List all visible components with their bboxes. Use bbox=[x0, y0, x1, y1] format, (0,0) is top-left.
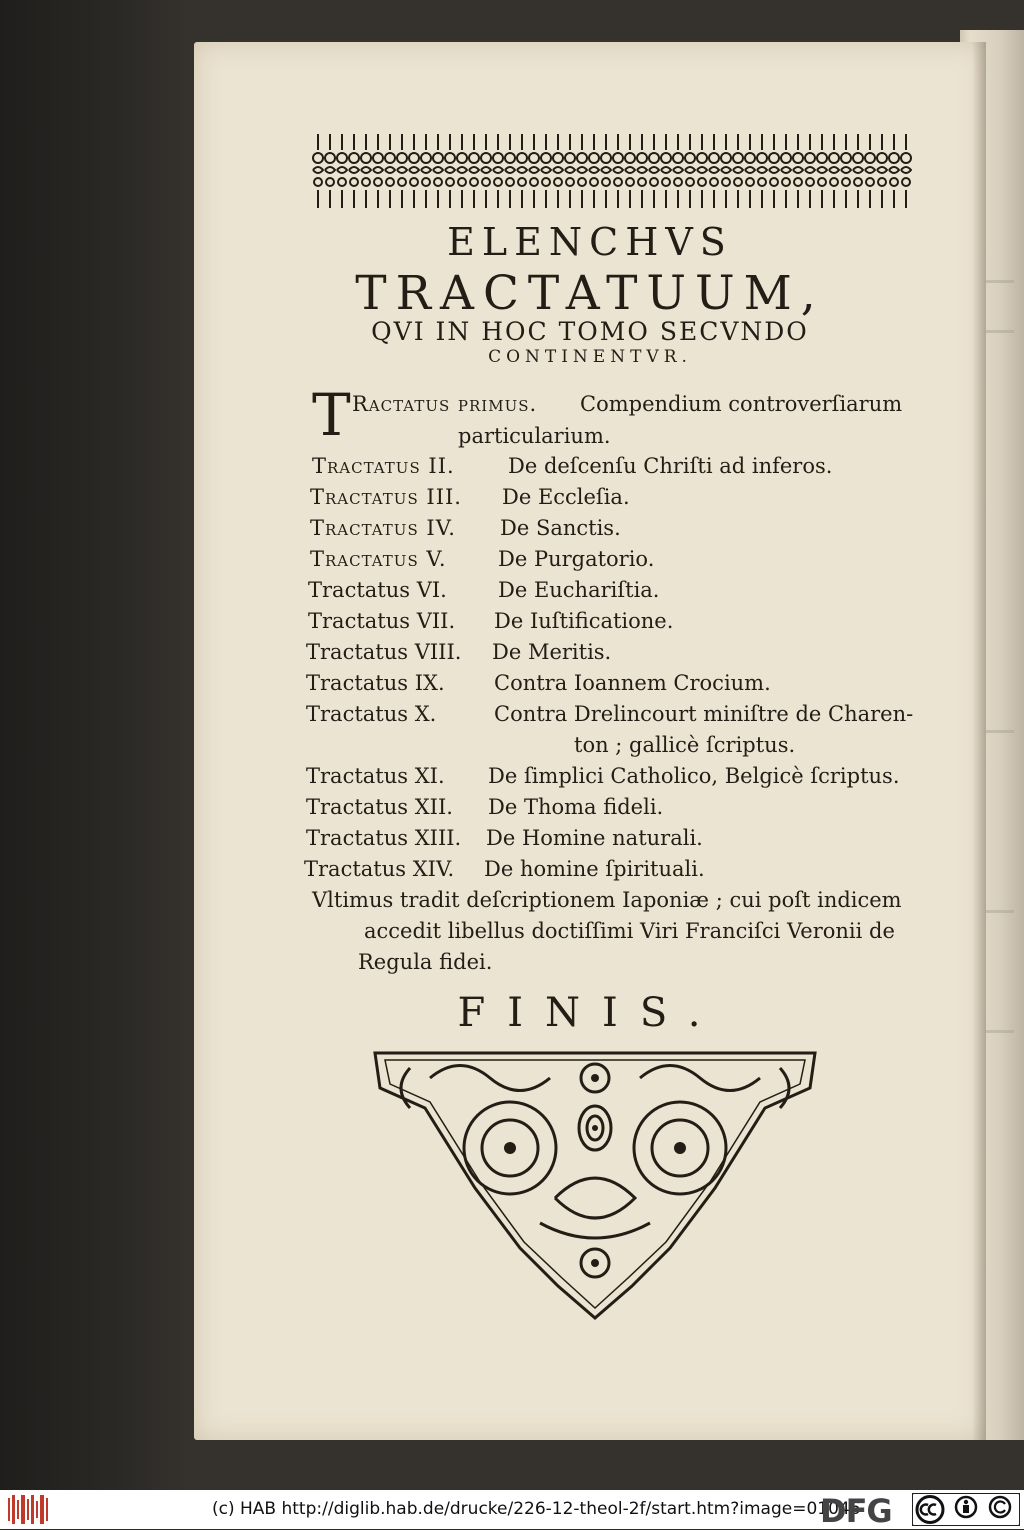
toc-subject: Contra Drelincourt miniſtre de Charen- bbox=[494, 702, 914, 726]
ornament-unit bbox=[673, 134, 683, 208]
toc-subject: De Meritis. bbox=[492, 640, 612, 664]
toc-label: Tractatus VII. bbox=[308, 609, 456, 633]
finis: FINIS. bbox=[457, 990, 723, 1036]
toc-subject: Compendium controverſiarum bbox=[580, 392, 903, 416]
ornament-unit bbox=[481, 134, 491, 208]
dfg-logo: DFG bbox=[820, 1492, 892, 1530]
toc-label: Tractatus XII. bbox=[306, 795, 453, 819]
toc-subject: Contra Ioannem Crocium. bbox=[494, 671, 771, 695]
ornament-unit bbox=[397, 134, 407, 208]
toc-label: Tractatus VI. bbox=[308, 578, 447, 602]
ornament-unit bbox=[493, 134, 503, 208]
toc-subject: De Thoma fideli. bbox=[488, 795, 664, 819]
toc-subject: De Homine naturali. bbox=[486, 826, 703, 850]
drop-capital: T bbox=[312, 381, 351, 449]
toc-label: Tractatus X. bbox=[306, 702, 437, 726]
ornament-unit bbox=[529, 134, 539, 208]
closing-line: accedit libellus doctiſſimi Viri Franciſci Veronii de bbox=[364, 919, 895, 943]
toc-subject: De Iuſtificatione. bbox=[494, 609, 674, 633]
closing-line: Regula fidei. bbox=[358, 950, 493, 974]
toc-subject: De Euchariſtia. bbox=[498, 578, 660, 602]
toc-subject: De Sanctis. bbox=[500, 516, 621, 540]
ornament-unit bbox=[889, 134, 899, 208]
ornament-unit bbox=[805, 134, 815, 208]
footer-bar bbox=[0, 1490, 1024, 1529]
ornament-unit bbox=[769, 134, 779, 208]
tailpiece-ornament bbox=[370, 1048, 820, 1323]
ornament-unit bbox=[757, 134, 767, 208]
closing-line: Vltimus tradit deſcriptionem Iaponiæ ; cui poſt indicem bbox=[312, 888, 902, 912]
ornament-unit bbox=[661, 134, 671, 208]
ornament-unit bbox=[361, 134, 371, 208]
ornament-unit bbox=[829, 134, 839, 208]
toc-label: Tractatus IV. bbox=[310, 516, 456, 540]
toc-subject: De deſcenſu Chriſti ad inferos. bbox=[508, 454, 833, 478]
ornament-band bbox=[312, 132, 912, 210]
heading-continentur: CONTINENTVR. bbox=[488, 347, 692, 367]
ornament-unit bbox=[589, 134, 599, 208]
toc-label: Tractatus VIII. bbox=[306, 640, 462, 664]
toc-label: Tractatus XI. bbox=[306, 764, 445, 788]
ornament-unit bbox=[733, 134, 743, 208]
ornament-unit bbox=[553, 134, 563, 208]
ornament-unit bbox=[781, 134, 791, 208]
ornament-unit bbox=[505, 134, 515, 208]
ornament-unit bbox=[625, 134, 635, 208]
toc-label: Tractatus XIV. bbox=[304, 857, 455, 881]
barcode-icon bbox=[8, 1495, 48, 1524]
toc-subject: De Eccleſia. bbox=[502, 485, 630, 509]
ornament-unit bbox=[469, 134, 479, 208]
ornament-unit bbox=[517, 134, 527, 208]
ornament-unit bbox=[841, 134, 851, 208]
cc-icon bbox=[917, 1497, 943, 1523]
license-badge bbox=[912, 1493, 1020, 1526]
ornament-unit bbox=[349, 134, 359, 208]
ornament-unit bbox=[817, 134, 827, 208]
toc-label: Tractatus XIII. bbox=[306, 826, 462, 850]
ornament-unit bbox=[337, 134, 347, 208]
ornament-unit bbox=[409, 134, 419, 208]
ornament-unit bbox=[649, 134, 659, 208]
ornament-unit bbox=[445, 134, 455, 208]
ornament-unit bbox=[613, 134, 623, 208]
ornament-unit bbox=[325, 134, 335, 208]
ornament-unit bbox=[877, 134, 887, 208]
toc-continuation: particularium. bbox=[458, 424, 611, 448]
toc-label: Tractatus III. bbox=[310, 485, 462, 509]
heading-subtitle: QVI IN HOC TOMO SECVNDO bbox=[371, 317, 809, 346]
ornament-unit bbox=[709, 134, 719, 208]
ornament-unit bbox=[421, 134, 431, 208]
toc-continuation: ton ; gallicè ſcriptus. bbox=[574, 733, 796, 757]
ornament-unit bbox=[901, 134, 911, 208]
ornament-unit bbox=[853, 134, 863, 208]
toc-subject: De Purgatorio. bbox=[498, 547, 655, 571]
ornament-unit bbox=[721, 134, 731, 208]
toc-label: Tractatus IX. bbox=[306, 671, 445, 695]
ornament-unit bbox=[541, 134, 551, 208]
ornament-unit bbox=[697, 134, 707, 208]
ornament-unit bbox=[565, 134, 575, 208]
ornament-unit bbox=[865, 134, 875, 208]
toc-label: Tractatus II. bbox=[312, 454, 455, 478]
ornament-unit bbox=[793, 134, 803, 208]
ornament-unit bbox=[637, 134, 647, 208]
ornament-unit bbox=[457, 134, 467, 208]
ornament-unit bbox=[685, 134, 695, 208]
toc-label: Tractatus V. bbox=[310, 547, 447, 571]
ornament-unit bbox=[433, 134, 443, 208]
toc-subject: De ſimplici Catholico, Belgicè ſcriptus. bbox=[488, 764, 900, 788]
ornament-unit bbox=[745, 134, 755, 208]
toc-label: Ractatus primus. bbox=[352, 392, 538, 416]
ornament-unit bbox=[373, 134, 383, 208]
heading-tractatuum: TRACTATUUM, bbox=[355, 266, 825, 321]
heading-elenchus: ELENCHVS bbox=[447, 220, 733, 264]
ornament-unit bbox=[601, 134, 611, 208]
copyright-credit: (c) HAB http://diglib.hab.de/drucke/226-12-theol-2f/start.htm?image=01046 bbox=[212, 1499, 861, 1519]
ornament-unit bbox=[385, 134, 395, 208]
toc-subject: De homine ſpirituali. bbox=[484, 857, 705, 881]
sa-icon bbox=[990, 1497, 1010, 1517]
by-icon bbox=[956, 1497, 976, 1517]
ornament-unit bbox=[577, 134, 587, 208]
